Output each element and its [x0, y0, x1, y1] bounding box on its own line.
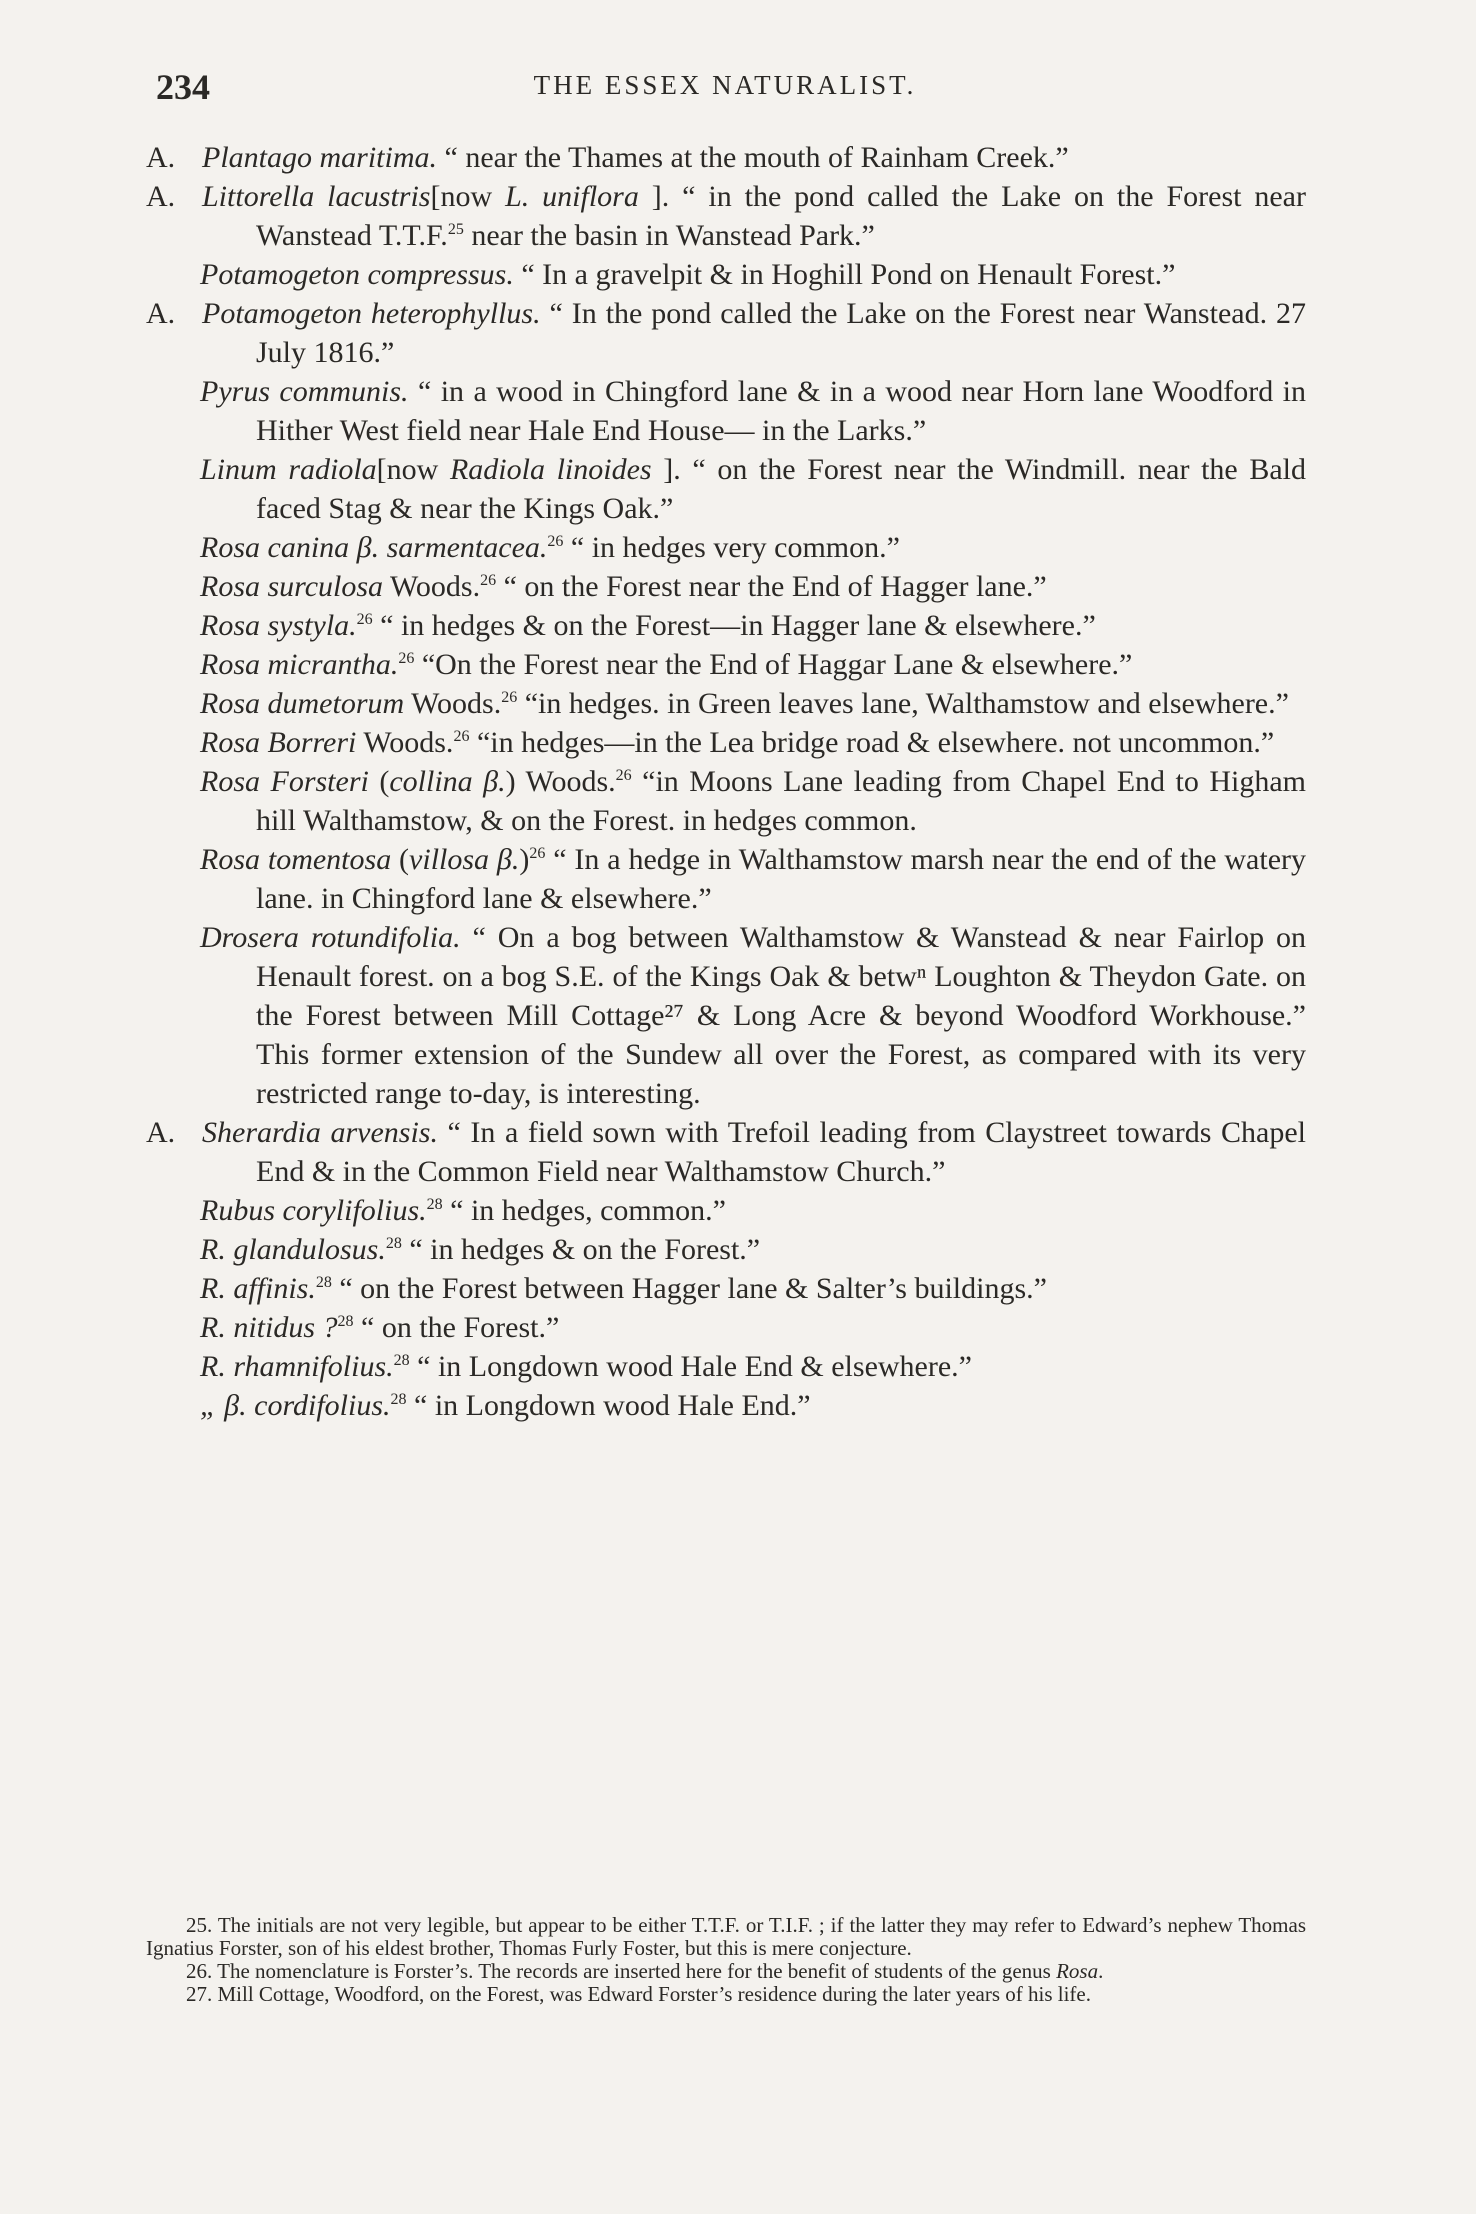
entry-quote: “ on the Forest.” [361, 1311, 560, 1344]
species-entry [146, 528, 1306, 567]
entry-text: Woods. [356, 726, 454, 759]
species-entry [146, 840, 1306, 918]
entry-quote: “in Moons Lane leading from Chapel End to Higham hill Walthamstow, & on the Forest. in hedges common. [256, 765, 1307, 837]
species-entry [146, 684, 1306, 723]
species-entry [146, 1347, 1306, 1386]
entry-quote: “ in Longdown wood Hale End.” [414, 1389, 811, 1422]
footnote-number: 26. [186, 1959, 213, 1983]
entry-quote: “ in hedges, common.” [450, 1194, 726, 1227]
species-entry [146, 255, 1306, 294]
page-number: 234 [156, 67, 210, 107]
footnote [146, 1983, 1306, 2006]
footnote-text: The initials are not very legible, but appear to be either T.T.F. or T.I.F. ; if the latter they may refer to Edward’s nephew Thomas Ignatius Forster, son of his eldest brother, Thomas Furly Foster, but this is mere conjecture. [146, 1913, 1307, 1960]
species-name: Pyrus communis. [200, 375, 409, 408]
entry-text: near the basin in Wanstead Park.” [463, 219, 875, 252]
entry-quote: “ on the Forest near the End of Hagger lane.” [503, 570, 1047, 603]
entry-quote: “ in Longdown wood Hale End & elsewhere.” [417, 1350, 972, 1383]
footnote-ref: 28 [393, 1352, 410, 1369]
species-entry [146, 918, 1306, 1113]
species-name: Rosa dumetorum [200, 687, 405, 720]
species-name: Rosa systyla. [200, 609, 357, 642]
species-name: Rosa micrantha. [200, 648, 399, 681]
footnote-ref: 28 [426, 1196, 443, 1213]
entry-quote: “ On a bog between Walthamstow & Wanstead & near Fairlop on Henault forest. on a bog S.E. of the Kings Oak & betwⁿ Loughton & Theydon Gate. on the Forest between Mill Cottage²⁷ & Long Acre & beyond Woodford Workhouse.” This former extension of the Sundew all over the Forest, as compared with its very restricted range to-day, is interesting. [256, 921, 1307, 1110]
species-synonym: L. uniflora [505, 180, 639, 213]
entry-quote: “ In a hedge in Walthamstow marsh near the end of the watery lane. in Chingford lane & elsewhere.” [256, 843, 1307, 915]
species-synonym: collina β. [389, 765, 506, 798]
footnote-text: The nomenclature is Forster’s. The records are inserted here for the benefit of students of the genus [217, 1959, 1057, 1983]
footnote-ref: 26 [529, 845, 546, 862]
entry-text: ) Woods. [505, 765, 616, 798]
footnote-ref: 26 [356, 611, 373, 628]
footnote-ref: 25 [447, 221, 464, 238]
species-name: Rubus corylifolius. [200, 1194, 427, 1227]
footnote-ref: 26 [398, 650, 415, 667]
footnote-ref: 26 [480, 572, 497, 589]
species-name: Potamogeton heterophyllus. [202, 297, 541, 330]
species-entry [146, 1230, 1306, 1269]
entry-marker: A. [146, 297, 176, 330]
species-name: R. nitidus ? [200, 1311, 338, 1344]
entry-text: [now [430, 180, 506, 213]
footnote [146, 1960, 1306, 1983]
species-name: Potamogeton compressus. [200, 258, 514, 291]
entry-text: [now [376, 453, 450, 486]
footnote-ref: 28 [385, 1235, 402, 1252]
species-entry [146, 606, 1306, 645]
entry-text: ) [519, 843, 530, 876]
species-name: R. rhamnifolius. [200, 1350, 394, 1383]
species-name: R. glandulosus. [200, 1233, 386, 1266]
species-entry [146, 294, 1306, 372]
species-name: Rosa canina β. sarmentacea. [200, 531, 548, 564]
footnote-ref: 26 [547, 533, 564, 550]
species-entry [146, 567, 1306, 606]
species-synonym: villosa β. [409, 843, 520, 876]
species-entry [146, 372, 1306, 450]
entry-quote: “ In a gravelpit & in Hoghill Pond on Henault Forest.” [521, 258, 1176, 291]
species-entry [146, 1191, 1306, 1230]
species-name: R. affinis. [200, 1272, 316, 1305]
species-name: Sherardia arvensis. [202, 1116, 438, 1149]
entry-quote: “in hedges—in the Lea bridge road & elsewhere. not uncommon.” [476, 726, 1275, 759]
footnote-ref: 26 [501, 689, 518, 706]
entry-text: Woods. [404, 687, 502, 720]
species-entry [146, 450, 1306, 528]
entry-text: ( [368, 765, 390, 798]
footnote-italic: Rosa [1056, 1959, 1099, 1983]
footnote-ref: 26 [453, 728, 470, 745]
footnotes [146, 1914, 1306, 2006]
entry-quote: “in hedges. in Green leaves lane, Walthamstow and elsewhere.” [524, 687, 1289, 720]
species-synonym: Radiola linoides [449, 453, 652, 486]
species-name: Littorella lacustris [202, 180, 431, 213]
footnote-text: Mill Cottage, Woodford, on the Forest, was Edward Forster’s residence during the later years of his life. [217, 1982, 1091, 2006]
species-entry [146, 645, 1306, 684]
page-header [140, 66, 1310, 116]
species-entry [146, 1308, 1306, 1347]
entry-quote: “ In a field sown with Trefoil leading from Claystreet towards Chapel End & in the Common Field near Walthamstow Church.” [256, 1116, 1306, 1188]
species-entry [146, 1113, 1306, 1191]
footnote-ref: 28 [315, 1274, 332, 1291]
species-entry [146, 1386, 1306, 1425]
entry-quote: “ in hedges & on the Forest.” [409, 1233, 761, 1266]
species-entry [146, 762, 1306, 840]
species-entry [146, 1269, 1306, 1308]
species-name: Rosa tomentosa [200, 843, 392, 876]
entry-quote: ]. “ in the pond called the Lake on the Forest near Wanstead T.T.F. [256, 180, 1306, 252]
footnote-text: . [1098, 1959, 1104, 1983]
footnote-number: 25. [186, 1913, 213, 1937]
species-list [146, 138, 1306, 1425]
entry-text: ( [391, 843, 410, 876]
entry-quote: “ in a wood in Chingford lane & in a wood near Horn lane Woodford in Hither West field near Hale End House— in the Larks.” [256, 375, 1306, 447]
species-name: Rosa Forsteri [200, 765, 369, 798]
entry-quote: “ in hedges & on the Forest—in Hagger lane & elsewhere.” [380, 609, 1096, 642]
species-name: Plantago maritima. [202, 141, 438, 174]
entry-quote: ]. “ on the Forest near the Windmill. near the Bald faced Stag & near the Kings Oak.” [256, 453, 1307, 525]
entry-marker: A. [146, 141, 176, 174]
footnote-ref: 26 [615, 767, 632, 784]
entry-quote: “ on the Forest between Hagger lane & Salter’s buildings.” [339, 1272, 1047, 1305]
entry-marker: A. [146, 1116, 176, 1149]
entry-quote: “ in hedges very common.” [570, 531, 900, 564]
species-entry [146, 723, 1306, 762]
entry-quote: “On the Forest near the End of Haggar Lane & elsewhere.” [421, 648, 1133, 681]
entry-quote: “ near the Thames at the mouth of Rainham Creek.” [444, 141, 1069, 174]
species-entry [146, 138, 1306, 177]
entry-marker: A. [146, 180, 176, 213]
species-name: Linum radiola [200, 453, 377, 486]
running-title: THE ESSEX NATURALIST. [533, 70, 917, 100]
species-entry [146, 177, 1306, 255]
footnote-ref: 28 [390, 1391, 407, 1408]
entry-quote: “ In the pond called the Lake on the Forest near Wanstead. 27 July 1816.” [256, 297, 1307, 369]
footnote [146, 1914, 1306, 1960]
species-name: Rosa Borreri [200, 726, 357, 759]
species-name: Rosa surculosa [200, 570, 384, 603]
footnote-ref: 28 [337, 1313, 354, 1330]
footnote-number: 27. [186, 1982, 213, 2006]
species-name: Drosera rotundifolia. [200, 921, 461, 954]
entry-text: Woods. [383, 570, 481, 603]
species-name: „ β. cordifolius. [200, 1389, 391, 1422]
